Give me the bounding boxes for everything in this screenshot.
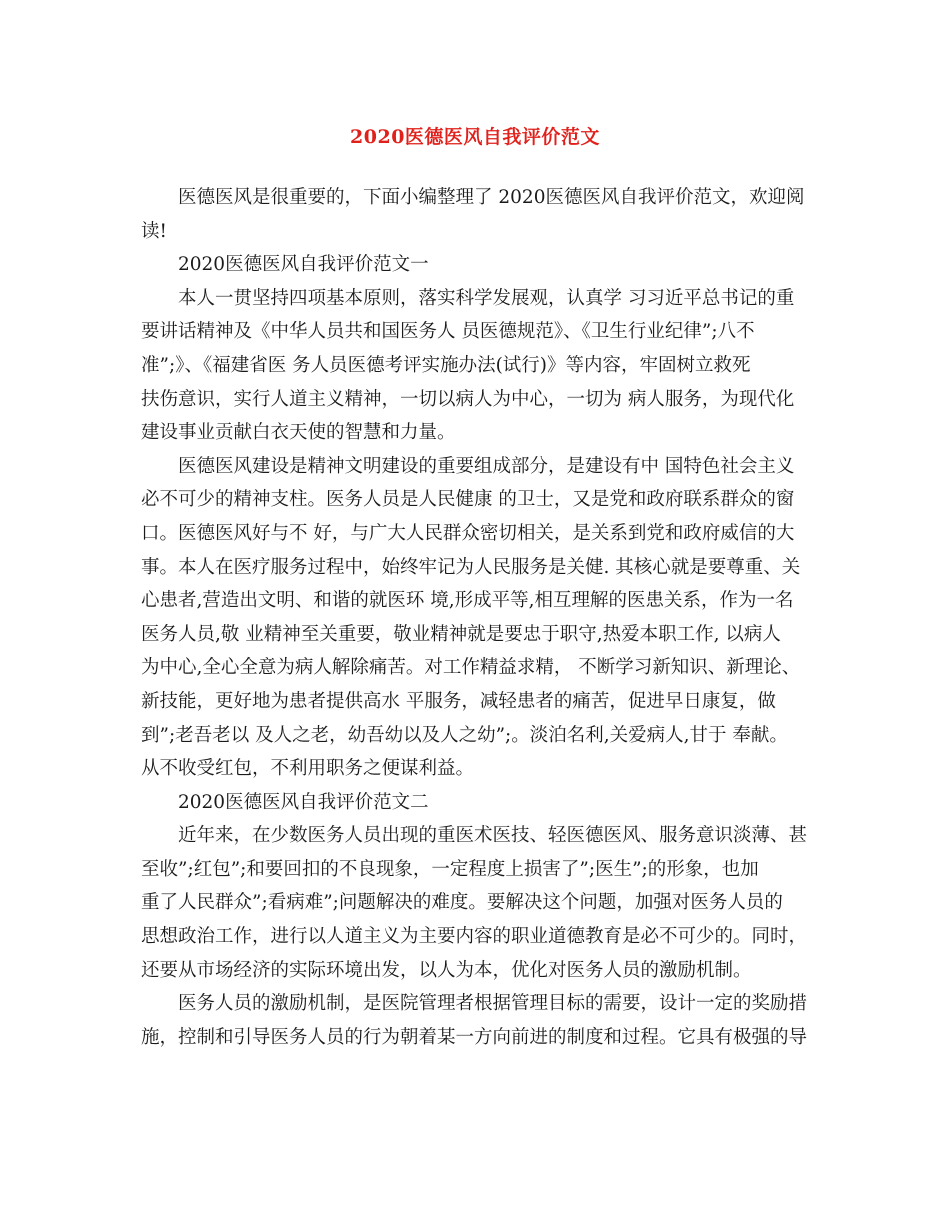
paragraph-line: 从不收受红包，不利用职务之便谋利益。	[141, 758, 475, 780]
paragraph-line: 扶伤意识，实行人道主义精神，一切以病人为中心，一切为 病人服务，为现代化	[141, 388, 795, 410]
paragraph-line: 医务人员的激励机制，是医院管理者根据管理目标的需要，设计一定的奖励措	[178, 993, 808, 1015]
paragraph-line: 还要从市场经济的实际环境出发，以人为本，优化对医务人员的激励机制。	[141, 959, 752, 981]
paragraph-line: 建设事业贡献白衣天使的智慧和力量。	[141, 422, 456, 444]
paragraph-line: 事。本人在医疗服务过程中，始终牢记为人民服务是关健. 其核心就是要尊重、关	[141, 556, 801, 578]
paragraph-line: 读!	[141, 220, 167, 242]
section-heading: 2020医德医风自我评价范文一	[178, 254, 429, 276]
paragraph-line: 口。医德医风好与不 好，与广大人民群众密切相关，是关系到党和政府威信的大	[141, 522, 795, 544]
paragraph-line: 医德医风是很重要的，下面小编整理了 2020医德医风自我评价范文，欢迎阅	[178, 187, 805, 208]
paragraph-line: 本人一贯坚持四项基本原则，落实科学发展观，认真学 习习近平总书记的重	[178, 287, 795, 309]
paragraph-line: 准”;》、《福建省医 务人员医德考评实施办法(试行)》等内容，牢固树立救死	[141, 354, 751, 376]
paragraph-line: 思想政治工作，进行以人道主义为主要内容的职业道德教育是必不可少的。同时，	[141, 926, 808, 948]
paragraph-line: 重了人民群众”;看病难”;问题解决的难度。要解决这个问题，加强对医务人员的	[141, 892, 783, 914]
document-title: 2020医德医风自我评价范文	[350, 126, 600, 148]
section-heading: 2020医德医风自我评价范文二	[178, 791, 429, 813]
paragraph-line: 必不可少的精神支柱。医务人员是人民健康 的卫士，又是党和政府联系群众的窗	[141, 489, 795, 511]
paragraph-line: 到”;老吾老以 及人之老，幼吾幼以及人之幼”;。淡泊名利,关爱病人,甘于 奉献。	[141, 724, 788, 746]
paragraph-line: 新技能，更好地为患者提供高水 平服务，减轻患者的痛苦，促进早日康复，做	[141, 690, 776, 712]
document-body	[141, 181, 827, 1054]
paragraph-line: 心患者,营造出文明、和谐的就医环 境,形成平等,相互理解的医患关系，作为一名	[141, 590, 794, 612]
paragraph-line: 至收”;红包”;和要回扣的不良现象，一定程度上损害了”;医生”;的形象，也加	[141, 858, 759, 880]
paragraph-line: 医德医风建设是精神文明建设的重要组成部分，是建设有中 国特色社会主义	[178, 455, 795, 477]
paragraph-line: 施，控制和引导医务人员的行为朝着某一方向前进的制度和过程。它具有极强的导	[141, 1026, 808, 1048]
paragraph-line: 要讲话精神及《中华人员共和国医务人 员医德规范》、《卫生行业纪律”;八不	[141, 321, 755, 343]
paragraph-line: 近年来，在少数医务人员出现的重医术医技、轻医德医风、服务意识淡薄、甚	[178, 825, 808, 847]
paragraph-line: 为中心,全心全意为病人解除痛苦。对工作精益求精， 不断学习新知识、新理论、	[141, 657, 801, 679]
paragraph-line: 医务人员,敬 业精神至关重要，敬业精神就是要忠于职守,热爱本职工作, 以病人	[141, 623, 781, 645]
